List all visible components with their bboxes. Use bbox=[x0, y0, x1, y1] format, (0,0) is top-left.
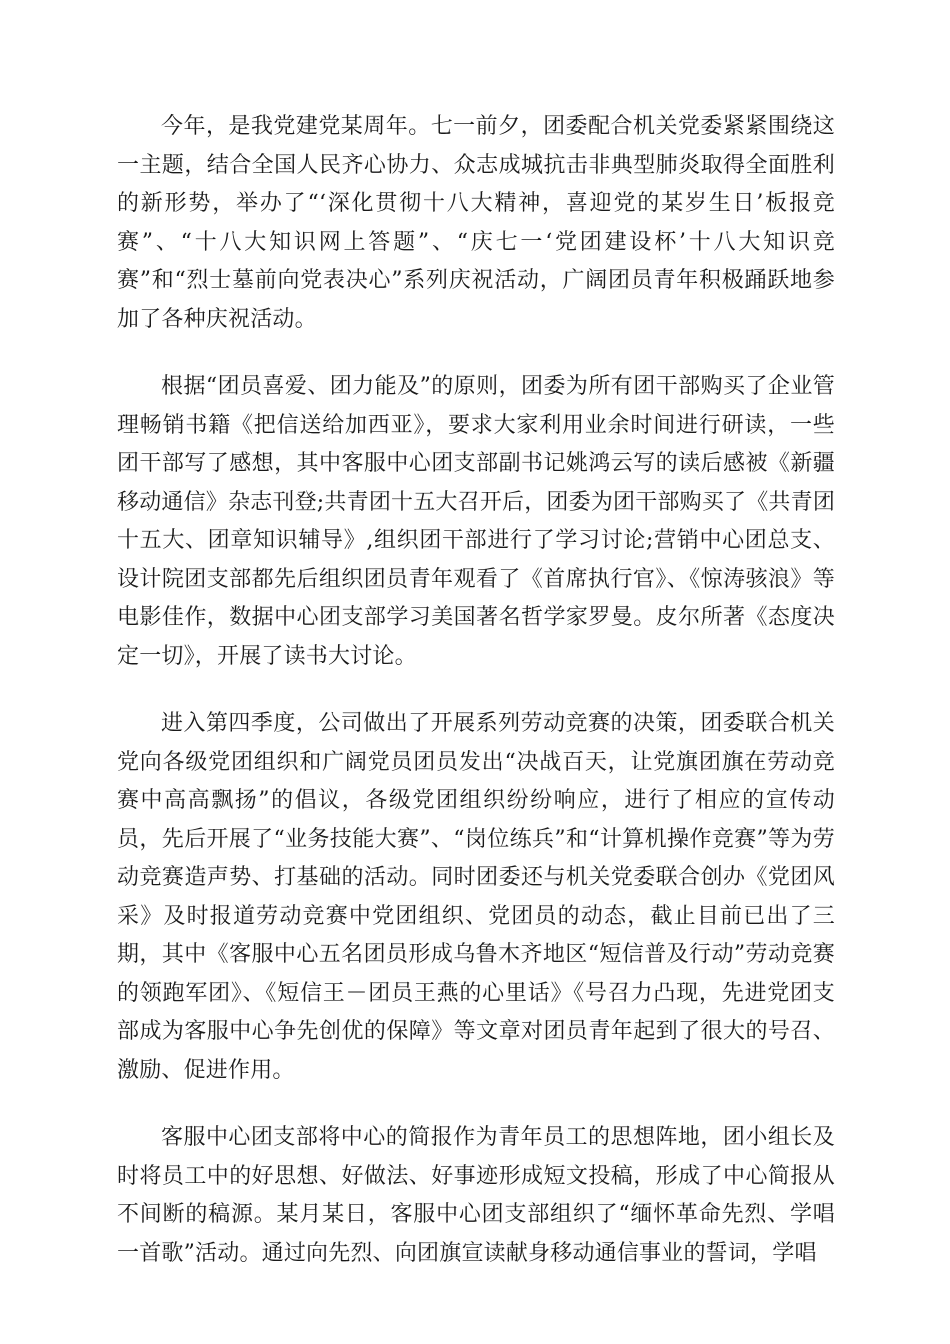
paragraph-3: 进入第四季度，公司做出了开展系列劳动竞赛的决策，团委联合机关党向各级党团组织和广阔党员团员发出“决战百天，让党旗团旗在劳动竞赛中高高飘扬”的倡议，各级党团组织纷纷响应，进行了相应的宣传动员，先后开展了“业务技能大赛”、“岗位练兵”和“计算机操作竞赛”等为劳动竞赛造声势、打基础的活动。同时团委还与机关党委联合创办《党团风采》及时报道劳动竞赛中党团组织、党团员的动态，截止目前已出了三期，其中《客服中心五名团员形成乌鲁木齐地区“短信普及行动”劳动竞赛的领跑军团》、《短信王－团员王燕的心里话》《号召力凸现，先进党团支部成为客服中心争先创优的保障》等文章对团员青年起到了很大的号召、激励、促进作用。 bbox=[117, 711, 835, 1083]
paragraph-1: 今年，是我党建党某周年。七一前夕，团委配合机关党委紧紧围绕这一主题，结合全国人民齐心协力、众志成城抗击非典型肺炎取得全面胜利的新形势，举办了“‘深化贯彻十八大精神，喜迎党的某岁生日’板报竞赛”、“十八大知识网上答题”、“庆七一‘党团建设杯’十八大知识竞赛”和“烈士墓前向党表决心”系列庆祝活动，广阔团员青年积极踊跃地参加了各种庆祝活动。 bbox=[117, 114, 835, 332]
paragraph-2: 根据“团员喜爱、团力能及”的原则，团委为所有团干部购买了企业管理畅销书籍《把信送给加西亚》，要求大家利用业余时间进行研读，一些团干部写了感想，其中客服中心团支部副书记姚鸿云写的读后感被《新疆移动通信》杂志刊登;共青团十五大召开后，团委为团干部购买了《共青团十五大、团章知识辅导》,组织团干部进行了学习讨论;营销中心团总支、设计院团支部都先后组织团员青年观看了《首席执行官》、《惊涛骇浪》等电影佳作，数据中心团支部学习美国著名哲学家罗曼。皮尔所著《态度决定一切》，开展了读书大讨论。 bbox=[117, 374, 836, 669]
paragraph-4: 客服中心团支部将中心的简报作为青年员工的思想阵地，团小组长及时将员工中的好思想、好做法、好事迹形成短文投稿，形成了中心简报从不间断的稿源。某月某日，客服中心团支部组织了“缅怀革命先烈、学唱一首歌”活动。通过向先烈、向团旗宣读献身移动通信事业的誓词，学唱 bbox=[117, 1125, 835, 1266]
document-page bbox=[117, 108, 835, 1302]
